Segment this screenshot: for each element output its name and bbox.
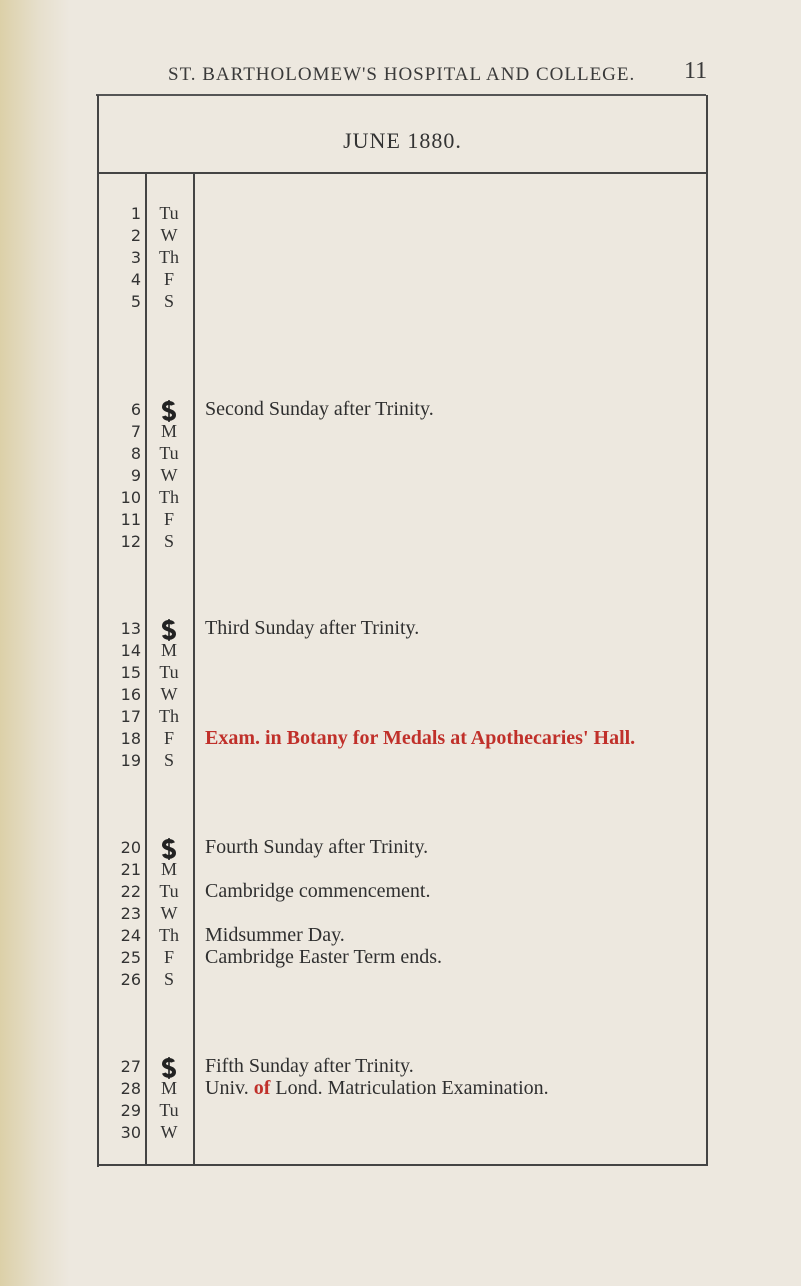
day-number: 7 bbox=[130, 422, 141, 441]
table-border-bottom bbox=[97, 1164, 708, 1166]
day-number: 25 bbox=[120, 948, 141, 967]
weekday-label: Th bbox=[159, 925, 179, 945]
day-number: 18 bbox=[120, 729, 141, 748]
day-number: 12 bbox=[120, 532, 141, 551]
day-number: 11 bbox=[120, 510, 141, 529]
weekday-label: S bbox=[163, 291, 174, 311]
calendar-event: Cambridge commencement. bbox=[205, 880, 431, 902]
day-number: 16 bbox=[120, 685, 141, 704]
weekday-label: M bbox=[160, 640, 177, 660]
day-number: 19 bbox=[120, 751, 141, 770]
event-text-rest: Lond. Matriculation Examination. bbox=[270, 1077, 549, 1099]
weekday-label: W bbox=[160, 684, 178, 704]
calendar-event bbox=[205, 1077, 549, 1100]
day-number: 1 bbox=[130, 204, 141, 223]
weekday-label: Tu bbox=[159, 443, 179, 463]
weekday-label: F bbox=[163, 728, 174, 748]
day-number: 5 bbox=[130, 292, 141, 311]
weekday-label: S bbox=[163, 969, 174, 989]
sunday-glyph-icon bbox=[160, 400, 178, 422]
sunday-glyph-icon bbox=[160, 619, 178, 641]
day-number: 14 bbox=[120, 641, 141, 660]
weekday-label: W bbox=[160, 1122, 178, 1142]
weekday-label: Th bbox=[159, 247, 179, 267]
weekday-label: Th bbox=[159, 706, 179, 726]
day-number: 3 bbox=[130, 248, 141, 267]
weekday-label: W bbox=[160, 903, 178, 923]
day-number: 2 bbox=[130, 226, 141, 245]
running-head bbox=[168, 58, 728, 98]
day-number: 15 bbox=[120, 663, 141, 682]
day-number: 29 bbox=[120, 1101, 141, 1120]
day-number: 24 bbox=[120, 926, 141, 945]
calendar-row bbox=[99, 970, 706, 994]
page-number: 11 bbox=[684, 58, 708, 84]
day-number: 21 bbox=[120, 860, 141, 879]
sunday-glyph-icon bbox=[160, 838, 178, 860]
calendar-event: Fifth Sunday after Trinity. bbox=[205, 1055, 414, 1077]
calendar-event: Third Sunday after Trinity. bbox=[205, 617, 420, 639]
weekday-label: Th bbox=[159, 487, 179, 507]
weekday-label: M bbox=[160, 421, 177, 441]
event-text-univ: Univ. bbox=[205, 1077, 254, 1099]
weekday-label: S bbox=[163, 531, 174, 551]
calendar-event: Fourth Sunday after Trinity. bbox=[205, 836, 429, 858]
day-number: 22 bbox=[120, 882, 141, 901]
day-number: 4 bbox=[130, 270, 141, 289]
weekday-label: F bbox=[163, 269, 174, 289]
weekday-label: Tu bbox=[159, 203, 179, 223]
weekday-label: Tu bbox=[159, 881, 179, 901]
day-number: 17 bbox=[120, 707, 141, 726]
page-gutter-shade bbox=[0, 0, 70, 1286]
day-number: 10 bbox=[120, 488, 141, 507]
calendar-row bbox=[99, 751, 706, 775]
table-border-right bbox=[706, 95, 708, 1165]
day-number: 23 bbox=[120, 904, 141, 923]
weekday-label: Tu bbox=[159, 1100, 179, 1120]
calendar-row bbox=[99, 1123, 706, 1147]
header-rule bbox=[96, 94, 706, 96]
month-title: JUNE 1880. bbox=[343, 128, 462, 153]
day-number: 13 bbox=[120, 619, 141, 638]
day-number: 8 bbox=[130, 444, 141, 463]
day-number: 6 bbox=[130, 400, 141, 419]
weekday-label: F bbox=[163, 509, 174, 529]
calendar-event-highlight: Exam. in Botany for Medals at Apothecaries' Hall. bbox=[205, 727, 636, 749]
day-number: 26 bbox=[120, 970, 141, 989]
day-number: 30 bbox=[120, 1123, 141, 1142]
day-number: 20 bbox=[120, 838, 141, 857]
weekday-label: M bbox=[160, 1078, 177, 1098]
weekday-label: M bbox=[160, 859, 177, 879]
month-rule bbox=[99, 172, 706, 174]
weekday-label: F bbox=[163, 947, 174, 967]
weekday-label: S bbox=[163, 750, 174, 770]
calendar-row bbox=[99, 532, 706, 556]
calendar-event: Second Sunday after Trinity. bbox=[205, 398, 434, 420]
day-number: 9 bbox=[130, 466, 141, 485]
weekday-label: W bbox=[160, 225, 178, 245]
event-text-of: of bbox=[253, 1077, 271, 1099]
day-number: 28 bbox=[120, 1079, 141, 1098]
sunday-glyph-icon bbox=[160, 1057, 178, 1079]
running-title: ST. BARTHOLOMEW'S HOSPITAL AND COLLEGE. bbox=[168, 64, 636, 85]
calendar-event: Cambridge Easter Term ends. bbox=[205, 946, 443, 968]
day-number: 27 bbox=[120, 1057, 141, 1076]
calendar-row bbox=[99, 292, 706, 316]
weekday-label: Tu bbox=[159, 662, 179, 682]
weekday-label: W bbox=[160, 465, 178, 485]
calendar-event: Midsummer Day. bbox=[205, 924, 345, 946]
